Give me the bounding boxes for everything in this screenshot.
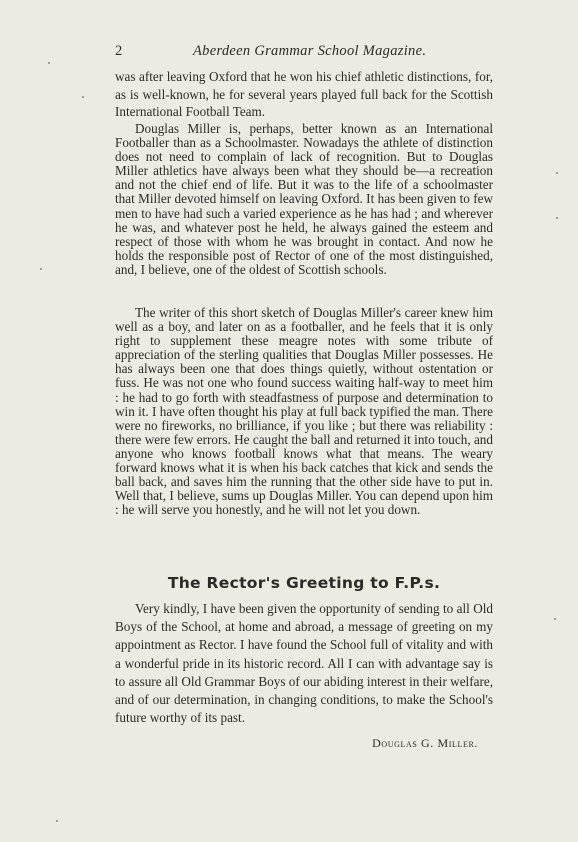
paragraph-text: Very kindly, I have been given the opportunity of sending to all Old Boys of the School, at home and abroad, a message of greeting on my appointment as Rector. I have found the School full of vitality and with a wonderful pride in its historic record. All I can with advantage say is to assure all Old Grammar Boys of our abiding interest in their welfare, and of our determination, in changing conditions, to make the School's future worthy of its past. (115, 601, 493, 726)
paragraph-text: Douglas Miller is, perhaps, better known as an International Footballer than as a Schoolmaster. Nowadays the athlete of distinction does not need to complain of lack of recognition. But to Douglas Miller athletics have always been what they should be—a recreation and not the chief end of life. But it was to the life of a schoolmaster that Miller devoted himself on leaving Oxford. It has been given to few men to have had such a varied experience as he has had ; and wherever he was, and whatever post he held, he always gained the esteem and respect of those with whom he was brought in contact. And now he holds the responsible post of Rector of one of the most distinguished, and, I believe, one of the oldest of Scottish schools. (115, 121, 493, 277)
paragraph-text: The writer of this short sketch of Douglas Miller's career knew him well as a boy, and later on as a footballer, and he feels that it is only right to supplement these meagre notes with some tribute of appreciation of the sterling qualities that Douglas Miller possesses. He has always been one that does things quietly, without ostentation or fuss. He was not one who found success waiting half-way to meet him : he had to go forth with steadfastness of purpose and determination to win it. I have often thought his play at full back typified the man. There were no fireworks, no brilliance, if you like ; but there was reliability : there were few errors. He caught the ball and returned it into touch, and anyone who knows football knows what that means. The weary forward knows what it is when his back catches that kick and sends the ball back, and saves him the running that the other side have to put in. Well that, I believe, sums up Douglas Miller. You can depend upon him : he will serve you honestly, and he will not let you down. (115, 305, 493, 518)
section-heading: The Rector's Greeting to F.P.s. (167, 574, 441, 592)
paper-speck (48, 62, 50, 64)
paper-speck (554, 618, 556, 620)
page-header (115, 43, 515, 63)
paper-speck (56, 820, 58, 822)
paragraph-text: was after leaving Oxford that he won his chief athletic distinctions, for, as is well-known, he for several years played full back for the Scottish International Football Team. (115, 69, 493, 119)
paragraph-continuation (115, 68, 493, 121)
paper-speck (556, 217, 558, 219)
paragraph-footballer (115, 122, 493, 277)
paragraph-greeting (115, 600, 493, 727)
signature: Douglas G. Miller. (372, 736, 478, 750)
running-title: Aberdeen Grammar School Magazine. (193, 43, 427, 59)
page-number: 2 (115, 43, 123, 59)
paragraph-tribute (115, 306, 493, 517)
paper-speck (556, 172, 558, 174)
paper-speck (40, 268, 42, 270)
paper-speck (82, 96, 84, 98)
